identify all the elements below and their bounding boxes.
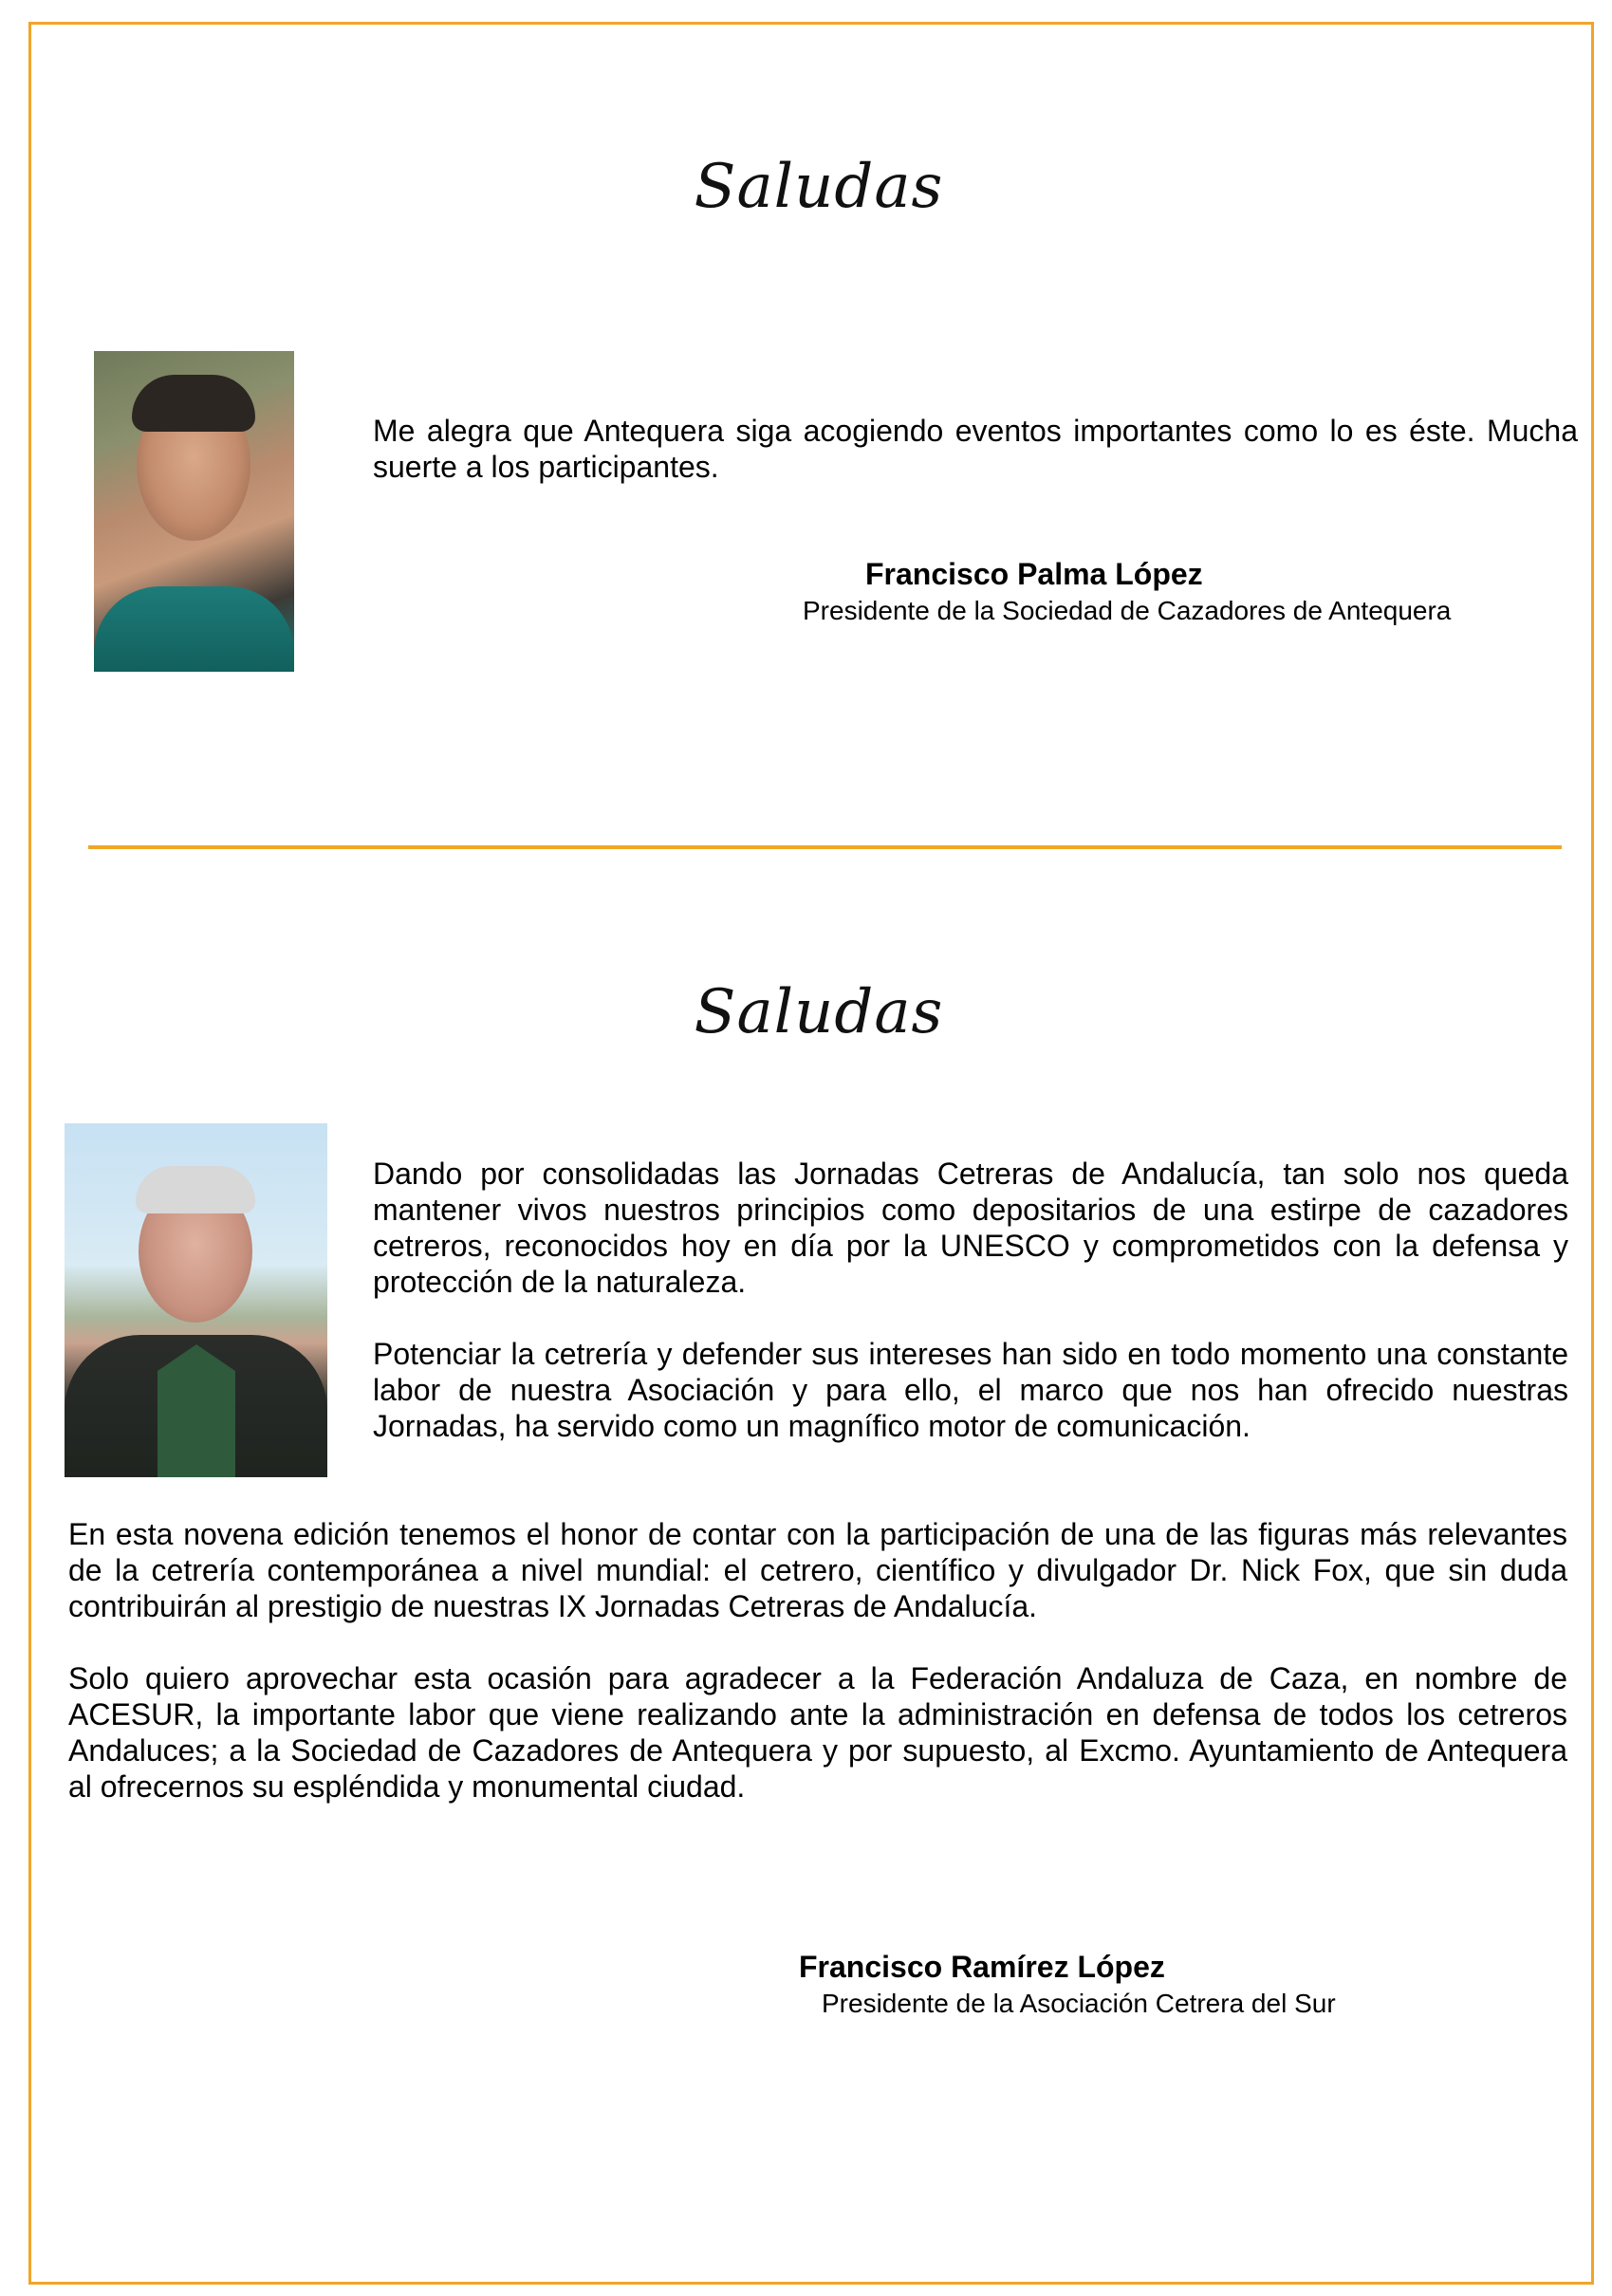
section1-paragraph: Me alegra que Antequera siga acogiendo eventos importantes como lo es éste. Mucha suerte a los participantes.: [373, 414, 1578, 484]
section2-paragraph-1: Dando por consolidadas las Jornadas Cetreras de Andalucía, tan solo nos queda mantener vivos nuestros principios como depositarios de una estirpe de cazadores cetreros, reconocidos hoy en día por la UNESCO y comprometidos con la defensa y protección de la naturaleza.: [373, 1157, 1568, 1299]
portrait-photo-francisco-palma: [94, 351, 294, 672]
section1-signature-name: Francisco Palma López: [865, 557, 1203, 591]
hair-shape: [136, 1166, 255, 1213]
portrait-photo-francisco-ramirez: [65, 1123, 327, 1477]
section2-paragraph-2: Potenciar la cetrería y defender sus intereses han sido en todo momento una constante labor de nuestra Asociación y para ello, el marco que nos han ofrecido nuestras Jornadas, ha servido como un magnífico motor de comunicación.: [373, 1337, 1568, 1443]
section2-heading: Saludas: [694, 977, 944, 1047]
section1-signature-role: Presidente de la Sociedad de Cazadores de Antequera: [803, 596, 1452, 625]
section2-signature-role: Presidente de la Asociación Cetrera del Sur: [822, 1989, 1336, 2018]
section1-heading: Saludas: [694, 152, 944, 222]
hair-shape: [132, 375, 255, 432]
section-divider: [88, 845, 1562, 849]
section2-paragraph-4: Solo quiero aprovechar esta ocasión para agradecer a la Federación Andaluza de Caza, en nombre de ACESUR, la importante labor que viene realizando ante la administración en defensa de todos los cetreros Andaluces; a la Sociedad de Cazadores de Antequera y por supuesto, al Excmo. Ayuntamiento de Antequera al ofrecernos su espléndida y monumental ciudad.: [68, 1661, 1567, 1804]
shirt-shape: [94, 586, 294, 672]
section2-paragraph-3: En esta novena edición tenemos el honor de contar con la participación de una de las figuras más relevantes de la cetrería contemporánea a nivel mundial: el cetrero, científico y divulgador Dr. Nick Fox, que sin duda contribuirán al prestigio de nuestras IX Jornadas Cetreras de Andalucía.: [68, 1517, 1567, 1623]
section2-signature-name: Francisco Ramírez López: [799, 1950, 1165, 1984]
sweater-shape: [157, 1344, 235, 1477]
